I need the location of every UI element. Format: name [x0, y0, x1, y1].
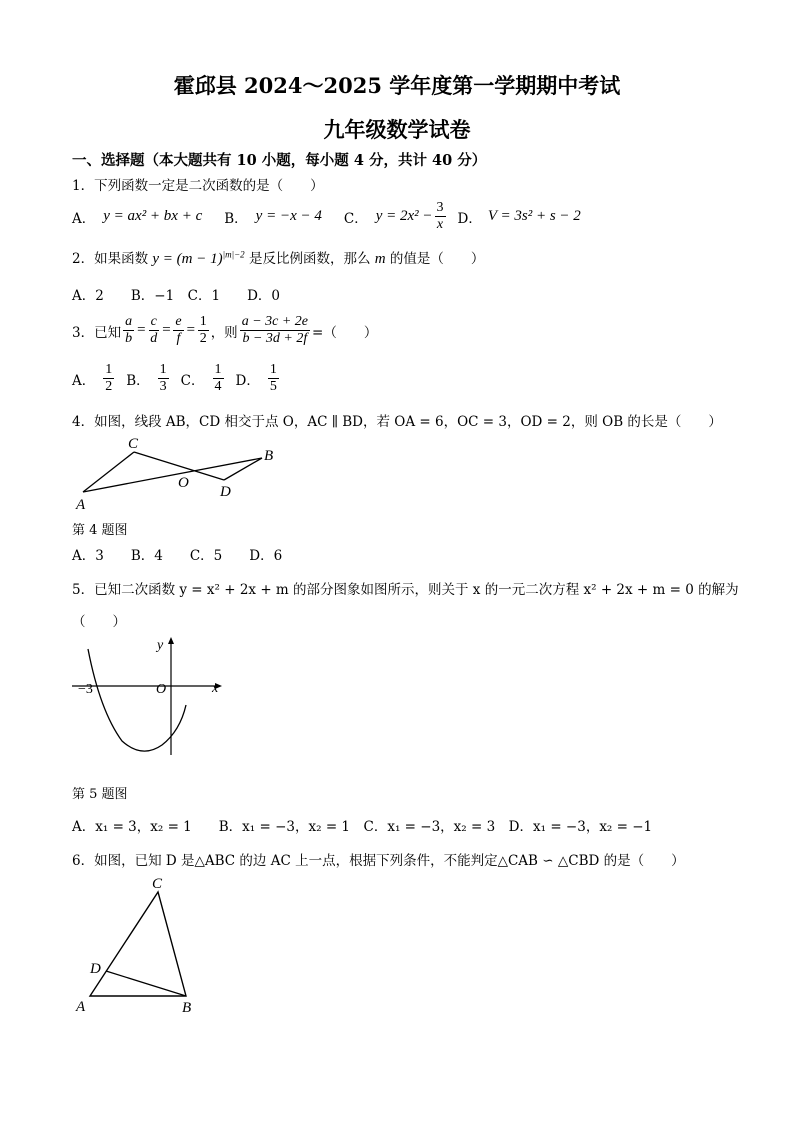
q3-f4d: 2 [199, 331, 207, 346]
q3-f1n: a [125, 314, 133, 329]
q3-bigd: b − 3d + 2f [242, 331, 308, 346]
exam-subtitle: 九年级数学试卷 [323, 117, 471, 142]
q3-options [72, 362, 281, 395]
q6-label-b: B [182, 1000, 192, 1016]
q3-b-d: 3 [159, 379, 167, 394]
q2-stem-end: 的值是（ ） [389, 251, 485, 267]
q3-d-n: 1 [269, 362, 277, 377]
q3-opt-c-label: C． [180, 372, 205, 389]
q6-segment-bd [106, 971, 186, 996]
q3-stem-end: =（ ） [312, 324, 378, 341]
q1-c-fraction [435, 200, 446, 233]
q5-y-arrow [168, 637, 174, 644]
q1-stem: 1．下列函数一定是二次函数的是（ ） [72, 178, 324, 194]
q2-stem-post: 是反比例函数，那么 [248, 251, 371, 267]
q3-opt-b-label: B． [126, 372, 150, 389]
q1-d-expr: V = 3s² + s − 2 [487, 208, 581, 224]
q5-options: A．x₁ = 3，x₂ = 1 B．x₁ = −3，x₂ = 1 C．x₁ = −3，x₂ = 3 D．x₁ = −3，x₂ = −1 [72, 819, 653, 835]
q3-frac-half [198, 314, 209, 347]
q1-c-den: x [436, 217, 444, 232]
q3-stem: 3．已知 $\frac{a}{b}$ = $\frac{c}{d}$ = $\frac{e}{f}$ = $\frac{1}{2}$ ，则 $\frac{a - 3c + 2e}{b - 3d + 2f}$ =（ ） [72, 314, 378, 346]
q2-stem [72, 247, 484, 268]
q3-opt-c-frac [213, 362, 224, 395]
q2-exponent: |m|−2 [222, 249, 245, 260]
q3-opt-a-frac [103, 362, 114, 395]
q6-label-c: C [152, 876, 163, 892]
section-heading: 一、选择题（本大题共有 10 小题，每小题 4 分，共计 40 分） [72, 152, 487, 169]
q6-label-d: D [90, 961, 101, 977]
q3-f2n: c [150, 314, 157, 329]
q3-then: ，则 [210, 324, 238, 341]
q3-bign: a − 3c + 2e [241, 314, 309, 329]
q1-b-expr: y = −x − 4 [255, 208, 322, 224]
q4-label-d: D [220, 484, 231, 500]
q3-opt-d-frac [268, 362, 279, 395]
q3-f3n: e [175, 314, 182, 329]
q3-frac-e-f [173, 314, 183, 347]
q1-c-num: 3 [436, 200, 444, 215]
q4-label-b: B [264, 448, 274, 464]
exam-title: 霍邱县 2024～2025 学年度第一学期期中考试 [173, 73, 621, 98]
q3-f3d: f [176, 331, 181, 346]
q3-f1d: b [125, 331, 133, 346]
q3-frac-c-d [148, 314, 159, 347]
q4-segment-ab [83, 458, 262, 492]
q3-f4n: 1 [199, 314, 207, 329]
q4-caption: 第 4 题图 [72, 523, 128, 538]
q3-big-fraction [240, 314, 310, 347]
q3-opt-b-frac [158, 362, 169, 395]
q5-label-y: y [157, 638, 164, 653]
q5-label-minus3: −3 [78, 682, 93, 697]
q5-caption: 第 5 题图 [72, 787, 128, 802]
q2-stem-pre: 2．如果函数 [72, 251, 149, 267]
q1-options [72, 200, 581, 233]
q3-frac-a-b [123, 314, 134, 347]
q3-b-n: 1 [159, 362, 167, 377]
q3-a-n: 1 [105, 362, 113, 377]
q3-c-d: 4 [214, 379, 222, 394]
q5-stem: 5．已知二次函数 y = x² + 2x + m 的部分图象如图所示，则关于 x 的一元二次方程 x² + 2x + m = 0 的解为 [72, 582, 739, 598]
q4-label-a: A [76, 497, 86, 513]
q1-d-label: D． [457, 210, 482, 227]
q6-label-a: A [76, 999, 86, 1015]
q1-a-label: A． [72, 210, 96, 227]
q1-c-expr: y = 2x² − [375, 208, 433, 224]
q6-figure [72, 872, 212, 1020]
q5-label-x: x [212, 681, 219, 696]
q5-label-o: O [156, 682, 167, 697]
q4-label-c: C [128, 436, 139, 452]
q3-a-d: 2 [105, 379, 113, 394]
q2-expr: y = (m − 1) [152, 251, 223, 267]
q5-figure [72, 633, 232, 763]
q2-var: m [374, 251, 386, 267]
q3-f2d: d [150, 331, 158, 346]
q3-stem-pre: 3．已知 [72, 324, 122, 341]
q1-b-label: B． [224, 210, 248, 227]
q4-figure [72, 432, 292, 514]
q5-stem-2: （ ） [72, 614, 126, 630]
q3-opt-d-label: D． [235, 372, 260, 389]
q4-options: A．3 B．4 C．5 D．6 [72, 548, 283, 564]
q3-d-d: 5 [269, 379, 277, 394]
q4-segment-ac [83, 452, 134, 492]
q1-a-expr: y = ax² + bx + c [103, 208, 203, 224]
q3-opt-a-label: A． [72, 372, 96, 389]
q3-c-n: 1 [214, 362, 222, 377]
q1-c-label: C． [343, 210, 368, 227]
q4-label-o: O [178, 475, 189, 491]
q6-stem: 6．如图，已知 D 是△ABC 的边 AC 上一点，根据下列条件，不能判定△CAB ∽ △CBD 的是（ ） [72, 853, 685, 869]
q4-stem: 4．如图，线段 AB，CD 相交于点 O，AC ∥ BD，若 OA = 6，OC = 3，OD = 2，则 OB 的长是（ ） [72, 414, 722, 430]
q2-options: A．2 B．−1 C．1 D．0 [72, 288, 280, 304]
